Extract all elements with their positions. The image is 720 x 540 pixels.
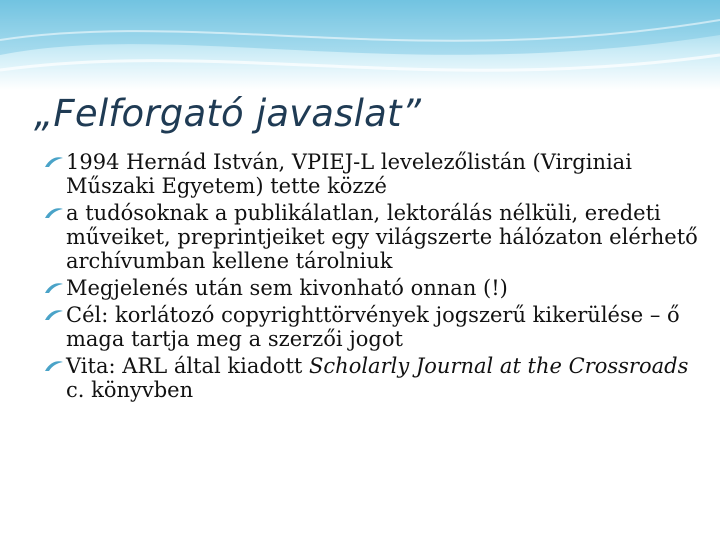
swoosh-bullet-icon [44,308,64,322]
header-band [0,0,720,90]
book-title: Scholarly Journal at the Crossroads [309,354,689,378]
slide-title: „Felforgató javaslat” [34,92,422,135]
list-item [40,201,710,273]
bullet-list [40,150,710,405]
bullet-text: Cél: korlátozó copyrighttörvények jogszerű kikerülése – ő maga tartja meg a szerzői jogot [66,303,680,351]
bullet-text: Megjelenés után sem kivonható onnan (!) [66,276,508,300]
swoosh-bullet-icon [44,155,64,169]
list-item [40,354,710,402]
bullet-text-after: c. könyvben [66,378,194,402]
swoosh-bullet-icon [44,281,64,295]
list-item [40,150,710,198]
swoosh-bullet-icon [44,206,64,220]
list-item [40,303,710,351]
bullet-text-before: Vita: ARL által kiadott [66,354,310,378]
bullet-text: a tudósoknak a publikálatlan, lektorálás nélküli, eredeti műveiket, preprintjeiket egy világszerte hálózaton elérhető archívumban kellene tárolniuk [66,201,698,273]
swoosh-bullet-icon [44,359,64,373]
list-item [40,276,710,300]
bullet-text: 1994 Hernád István, VPIEJ-L levelezőlistán (Virginiai Műszaki Egyetem) tette közzé [66,150,632,198]
